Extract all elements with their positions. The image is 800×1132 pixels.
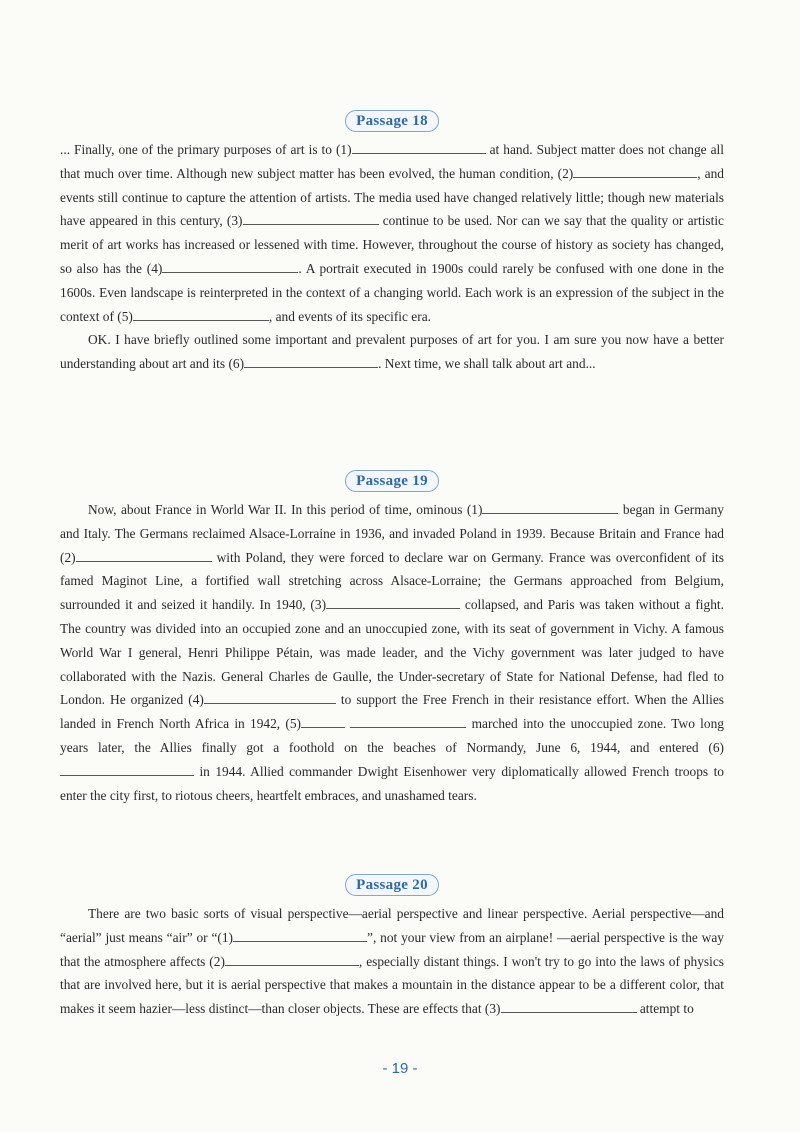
answer-blank[interactable] — [326, 593, 460, 609]
answer-blank[interactable] — [60, 760, 194, 776]
paragraph: Now, about France in World War II. In this period of time, ominous (1) began in Germany and Italy. The Germans reclaimed Alsace-Lorraine in 1936, and invaded Poland in 1939. Because Britain and France had (2) with Poland, they were forced to declare war on Germany. France was overconfident of its famed Maginot Line, a fortified wall stretching across Alsace-Lorraine; the Germans approached from Belgium, surrounded it and seized it handily. In 1940, (3) collapsed, and Paris was taken without a fight. The country was divided into an occupied zone and an unoccupied zone, with its seat of government in Vichy. A famous World War I general, Henri Philippe Pétain, was made leader, and the Vichy government was later judged to have collaborated with the Nazis. General Charles de Gaulle, the Under-secretary of State for National Defense, had fled to London. He organized (4) to support the Free French in their resistance effort. When the Allies landed in French North Africa in 1942, (5) marched into the unoccupied zone. Two long years later, the Allies finally got a foothold on the beaches of Normandy, June 6, 1944, and entered (6) in 1944. Allied commander Dwight Eisenhower very diplomatically allowed French troops to enter the city first, to riotous cheers, heartfelt embraces, and unashamed tears. — [60, 498, 724, 807]
passage-title: Passage 20 — [345, 874, 439, 896]
answer-blank[interactable] — [352, 138, 486, 154]
passage-20 — [60, 874, 724, 1021]
answer-blank[interactable] — [233, 926, 367, 942]
passage-body — [60, 138, 724, 376]
passage-body — [60, 498, 724, 807]
passage-18 — [60, 110, 724, 376]
passage-title: Passage 18 — [345, 110, 439, 132]
passage-title: Passage 19 — [345, 470, 439, 492]
answer-blank[interactable] — [501, 997, 637, 1013]
answer-blank[interactable] — [482, 498, 618, 514]
answer-blank[interactable] — [244, 352, 378, 368]
answer-blank[interactable] — [162, 257, 298, 273]
answer-blank[interactable] — [204, 688, 336, 704]
page-number: - 19 - — [382, 1060, 418, 1077]
answer-blank[interactable] — [76, 546, 212, 562]
answer-blank[interactable] — [301, 712, 345, 728]
paragraph: There are two basic sorts of visual perspective—aerial perspective and linear perspective. Aerial perspective—and “aerial” just means “air” or “(1) ”, not your view from an airplane! —aerial perspective is the way that the atmosphere affects (2) , especially distant things. I won't try to go into the laws of physics that are involved here, but it is aerial perspective that makes a mountain in the distance appear to be a different color, that makes it seem hazier—less distinct—than closer objects. These are effects that (3) attempt to — [60, 906, 725, 1017]
paragraph: ... Finally, one of the primary purposes of art is to (1) at hand. Subject matter does not change all that much over time. Although new subject matter has been evolved, the human condition, (2) , and events still continue to capture the attention of artists. The media used have changed relatively little; though new materials have appeared in this century, (3) continue to be used. Nor can we say that the quality or artistic merit of art works has increased or lessened with time. However, throughout the course of history as society has changed, so also has the (4) . A portrait executed in 1900s could rarely be confused with one done in the 1600s. Even landscape is reinterpreted in the context of a changing world. Each work is an expression of the subject in the context of (5) , and events of its specific era. — [60, 138, 724, 328]
answer-blank[interactable] — [350, 712, 466, 728]
paragraph: OK. I have briefly outlined some important and prevalent purposes of art for you. I am sure you now have a better understanding about art and its (6) . Next time, we shall talk about art and... — [60, 332, 724, 372]
passage-19 — [60, 470, 724, 807]
answer-blank[interactable] — [225, 950, 359, 966]
answer-blank[interactable] — [133, 305, 269, 321]
answer-blank[interactable] — [243, 209, 379, 225]
passage-body — [60, 902, 724, 1021]
answer-blank[interactable] — [573, 162, 697, 178]
